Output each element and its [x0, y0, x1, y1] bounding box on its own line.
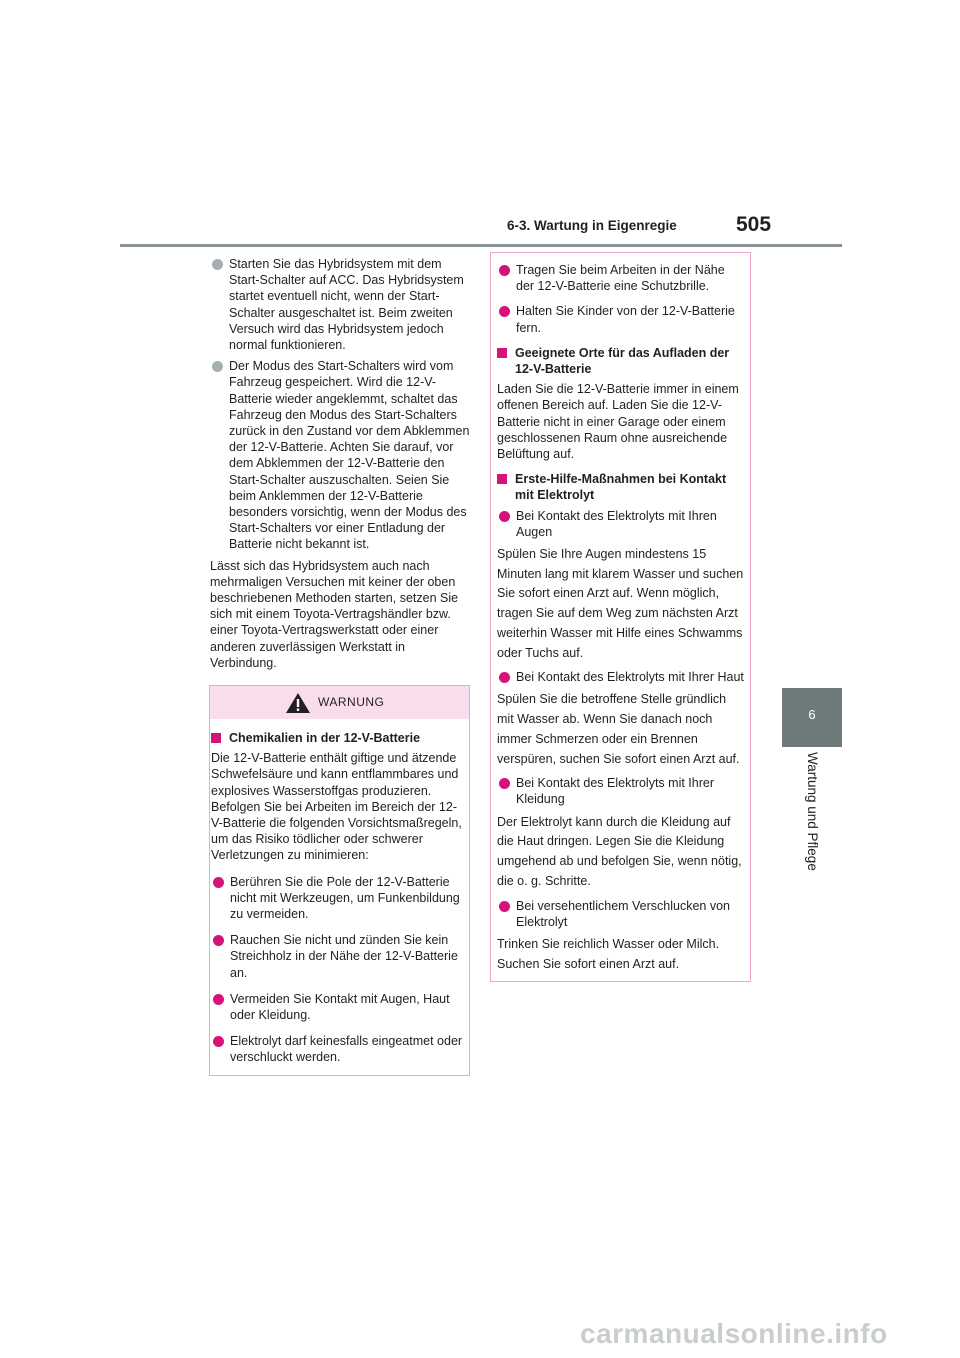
page-number: 505 [736, 213, 772, 236]
bullet-icon [499, 901, 510, 912]
list-item: Bei Kontakt des Elektrolyts mit Ihrer Haut [497, 669, 745, 685]
warning-continuation-body [497, 262, 745, 974]
bullet-icon [213, 994, 224, 1005]
section-heading: Chemikalien in der 12-V-Batterie [211, 730, 463, 746]
list-item: Bei versehentlichem Verschlucken von Elektrolyt [497, 898, 745, 930]
section-heading: Erste-Hilfe-Maßnahmen bei Kontakt mit Elektrolyt [497, 471, 745, 503]
bullet-icon [499, 306, 510, 317]
warning-header [210, 686, 469, 719]
square-bullet-icon [497, 348, 507, 358]
list-item: Der Modus des Start-Schalters wird vom Fahrzeug gespeichert. Wird die 12-V-Batterie wieder angeklemmt, schaltet das Fahrzeug den Modus des Start-Schalters zurück in den Zustand vor dem Abklemmen der 12-V-Batterie. Achten Sie darauf, vor dem Abklemmen der 12-V-Batterie den Start-Schalter auszuschalten. Seien Sie beim Anklemmen der 12-V-Batterie besonders vorsichtig, wenn der Modus des Start-Schalters vor einer Entladung der Batterie nicht bekannt ist. [210, 358, 470, 552]
list-item: Berühren Sie die Pole der 12-V-Batterie nicht mit Werkzeugen, um Funkenbildung zu vermeiden. [211, 874, 463, 923]
body-paragraph: Lässt sich das Hybridsystem auch nach mehrmaligen Versuchen mit keiner der oben beschriebenen Methoden starten, setzen Sie sich mit einem Toyota-Vertragshändler bzw. einer Toyota-Vertragswerkstatt oder einer anderen zuverlässigen Werkstatt in Verbindung. [210, 558, 459, 670]
warning-title: WARNUNG [318, 695, 385, 709]
warning-intro: Die 12-V-Batterie enthält giftige und ätzende Schwefelsäure und kann entflammbares und explosives Wasserstoffgas produzieren. Befolgen Sie bei Arbeiten im Bereich der 12-V-Batterie die folgenden Vorsichtsmaßregeln, um das Risiko tödlicher oder schwerer Verletzungen zu minimieren: [211, 751, 462, 863]
charging-paragraph: Laden Sie die 12-V-Batterie immer in einem offenen Bereich auf. Laden Sie die 12-V-Batterie nicht in einer Garage oder einem geschlossenen Raum ohne ausreichende Belüftung auf. [497, 382, 739, 462]
list-item: Bei Kontakt des Elektrolyts mit Ihren Augen [497, 508, 745, 540]
bullet-icon [213, 1036, 224, 1047]
list-item: Halten Sie Kinder von der 12-V-Batterie fern. [497, 303, 745, 335]
list-item: Elektrolyt darf keinesfalls eingeatmet oder verschluckt werden. [211, 1033, 463, 1065]
bullet-icon [499, 511, 510, 522]
bullet-icon [212, 361, 223, 372]
eyes-paragraph: Spülen Sie Ihre Augen mindestens 15 Minuten lang mit klarem Wasser und suchen Sie sofort einen Arzt auf. Wenn möglich, tragen Sie auf dem Weg zum nächsten Arzt weiterhin Wasser mit Hilfe eines Schwamms oder Tuchs auf. [497, 547, 744, 660]
bullet-icon [213, 877, 224, 888]
warning-icon [285, 692, 311, 714]
clothing-paragraph: Der Elektrolyt kann durch die Kleidung auf die Haut dringen. Legen Sie die Kleidung umgehend ab und befolgen Sie, wenn nötig, die o. g. Schritte. [497, 814, 742, 888]
bullet-icon [499, 778, 510, 789]
skin-paragraph: Spülen Sie die betroffene Stelle gründlich mit Wasser ab. Wenn Sie danach noch immer Schmerzen oder ein Brennen verspüren, suchen Sie sofort einen Arzt auf. [497, 692, 740, 766]
list-item: Starten Sie das Hybridsystem mit dem Start-Schalter auf ACC. Das Hybridsystem startet eventuell nicht, wenn der Start-Schalter ausgeschaltet ist. Beim zweiten Versuch wird das Hybridsystem jedoch normal funktionieren. [210, 256, 470, 353]
section-title: 6-3. Wartung in Eigenregie [507, 218, 677, 233]
chapter-label: Wartung und Pflege [805, 752, 820, 871]
list-item: Tragen Sie beim Arbeiten in der Nähe der 12-V-Batterie eine Schutzbrille. [497, 262, 745, 294]
warning-box [209, 685, 470, 1076]
chapter-tab [782, 688, 842, 747]
list-item: Vermeiden Sie Kontakt mit Augen, Haut oder Kleidung. [211, 991, 463, 1023]
bullet-icon [499, 265, 510, 276]
warning-body [211, 721, 463, 1071]
square-bullet-icon [211, 733, 221, 743]
list-item: Rauchen Sie nicht und zünden Sie kein Streichholz in der Nähe der 12-V-Batterie an. [211, 932, 463, 981]
square-bullet-icon [497, 474, 507, 484]
header-divider [120, 244, 842, 247]
section-heading: Geeignete Orte für das Aufladen der 12-V-Batterie [497, 345, 745, 377]
bullet-icon [499, 672, 510, 683]
list-item: Bei Kontakt des Elektrolyts mit Ihrer Kleidung [497, 775, 745, 807]
bullet-icon [213, 935, 224, 946]
footer-watermark: carmanualsonline.info [580, 1318, 888, 1349]
left-column [210, 256, 470, 676]
swallow-paragraph: Trinken Sie reichlich Wasser oder Milch. Suchen Sie sofort einen Arzt auf. [497, 936, 720, 971]
chapter-number: 6 [808, 707, 816, 722]
warning-continuation-box [490, 252, 751, 982]
bullet-icon [212, 259, 223, 270]
